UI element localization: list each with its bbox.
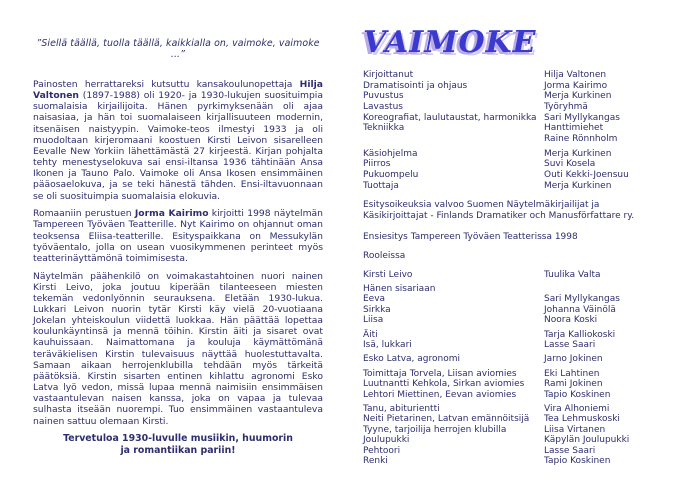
performance-rights-note (363, 200, 666, 221)
credit-person-name: Työryhmä (544, 101, 588, 112)
cast-actor-name (544, 284, 666, 294)
paragraph-text: Painosten herrattareksi kutsuttu kansakoulunopettaja (33, 79, 300, 90)
cast-actor-name: Jarno Jokinen (544, 354, 603, 365)
credit-row (363, 123, 666, 134)
cast-role-label: Esko Latva, agronomi (363, 354, 460, 365)
cast-actor-name: Tapio Koskinen (544, 389, 611, 400)
credit-role-label: Dramatisointi ja ohjaus (363, 80, 468, 91)
playwright-name-bold: Jorma Kairimo (134, 208, 209, 220)
cast-role-label: Toimittaja Torvela, Liisan aviomies (363, 368, 517, 379)
credit-person-name: Merja Kurkinen (544, 91, 612, 102)
cast-role-label: Hänen sisariaan (363, 284, 436, 294)
rights-line-1: Esitysoikeuksia valvoo Suomen Näytelmäkirjailijat ja (363, 200, 600, 211)
right-page (363, 26, 666, 467)
paragraph-text: Näytelmän päähenkilö on voimakastahtoinen nuori nainen Kirsti Leivo, joka joutuu kiperään tilanteeseen miesten tekemän vedonlyönnin seurauksena. Eletään 1930-lukua. Lukkari Leivon nuorin tytär Kirsti käy vielä 20-vuotiaana Jokelan yhteiskoulun viidettä luokkaa. Hän päättää lopettaa koulunkäyntinsä ja mennä töihin. Kirstin äiti ja sisaret ovat kauhuissaan. Naimattomana ja kouluja käymättömänä teräväkielisen Kirstin tulevaisuus näyttää huolestuttavalta. Samaan aikaan herrojenklubilla tehdään myös tärkeitä päätöksiä. Kirstin sisarten entinen kihlattu agronomi Esko Latva lyö vedon, missä lupaa mennä naimisiin ensimmäisen vastaantulevan naisen kanssa, joka on vapaa ja tulevaa sulhasta itseään nuorempi. Tuo ensimmäinen vastaantuleva nainen sattuu olemaan Kirsti. (33, 270, 323, 427)
cast-actor-name: Tapio Koskinen (544, 456, 611, 467)
credit-role-label: Kirjoittanut (363, 70, 414, 80)
cast-row (363, 270, 666, 280)
credit-row (363, 102, 666, 113)
cast-role-label: Tyyne, tarjoilija herrojen klubilla (363, 424, 507, 435)
credit-person-name: Merja Kurkinen (544, 148, 612, 159)
cast-row (363, 340, 666, 350)
cast-role-label: Liisa (363, 315, 384, 326)
play-title: VAIMOKE (363, 25, 537, 60)
cast-actor-name: Lasse Saari (544, 445, 596, 456)
credit-row (363, 159, 666, 170)
cast-row (363, 435, 666, 445)
cast-actor-name: Käpylän Joulupukki (544, 435, 630, 446)
cast-role-label: Lehtori Miettinen, Eevan aviomies (363, 389, 517, 400)
cast-row (363, 425, 666, 435)
credit-role-label: Tekniikka (363, 123, 405, 134)
credit-role-label: Käsiohjelma (363, 148, 418, 159)
cast-row (363, 390, 666, 400)
credit-row (363, 91, 666, 102)
cast-row (363, 446, 666, 456)
cast-actor-name: Tarja Kalliokoski (544, 329, 616, 340)
cast-role-label: Kirsti Leivo (363, 269, 413, 280)
credit-row (363, 70, 666, 81)
cast-row (363, 315, 666, 325)
cast-actor-name: Eki Lahtinen (544, 368, 600, 379)
cast-actor-name: Tuulika Valta (544, 269, 601, 280)
opening-quote: ”Siellä täällä, tuolla täällä, kaikkialla on, vaimoke, vaimoke ...” (36, 38, 320, 60)
credit-role-label: Koreografiat, laulutaustat, harmonikka (363, 112, 537, 123)
roles-heading: Rooleissa (363, 251, 406, 261)
cast-role-label: Isä, lukkari (363, 340, 412, 351)
cast-role-label: Renki (363, 456, 388, 467)
intro-paragraph-author (33, 79, 323, 202)
credit-row (363, 134, 666, 145)
credit-row (363, 181, 666, 192)
cast-role-label: Pehtoori (363, 445, 401, 456)
cast-row (363, 369, 666, 379)
credits-list (363, 70, 666, 191)
cast-row (363, 305, 666, 315)
cast-role-label: Luutnantti Kehkola, Sirkan aviomies (363, 379, 525, 390)
paragraph-text: (1897-1988) oli 1920- ja 1930-lukujen suosituimpia suomalaisia kirjailijoita. Hänen pyrkimyksenään oli ajaa naisasiaa, ja hän toi suomalaiseen kirjallisuuteen modernin, itsenäisen naistyypin. Vaimoke-teos ilmestyi 1933 ja oli muodoltaan kirjeromaani koostuen Kirsti Leivon sisarelleen Eevalle New Yorkiin lähettämästä 27 kirjeestä. Kirjan pohjalta tehty menestyselokuva sai ensi-iltansa 1936 tähtinään Ansa Ikonen ja Tauno Palo. Vaimoke oli Ansa Ikosen ensimmäinen pääosaelokuva, ja se teki hänestä tähden. Ensi-iltavuonnaan se oli suosituimpia suomalaisia elokuvia. (33, 90, 323, 202)
credit-person-name: Sari Myllykangas (544, 112, 620, 123)
cast-role-label: Äiti (363, 329, 378, 340)
cast-role-label: Neiti Pietarinen, Latvan emännöitsijä (363, 414, 530, 425)
credit-person-name: Merja Kurkinen (544, 180, 612, 191)
author-name-bold: Hilja Valtonen (33, 79, 323, 102)
cast-role-label: Sirkka (363, 304, 391, 315)
cast-actor-name: Lasse Saari (544, 340, 596, 351)
cast-actor-name: Tea Lehmuskoski (544, 414, 620, 425)
cast-row (363, 456, 666, 466)
credit-row (363, 81, 666, 92)
cast-row (363, 404, 666, 414)
credit-role-label: Pukuompelu (363, 169, 419, 180)
credit-person-name: Hilja Valtonen (544, 70, 607, 80)
cast-row (363, 379, 666, 389)
credit-row (363, 113, 666, 124)
cast-row (363, 414, 666, 424)
cast-actor-name: Johanna Väinölä (544, 304, 616, 315)
cast-actor-name: Noora Koski (544, 315, 598, 326)
cast-role-label: Joulupukki (363, 435, 410, 446)
credit-role-label: Lavastus (363, 101, 403, 112)
credit-person-name: Suvi Kosela (544, 159, 596, 170)
cast-row (363, 330, 666, 340)
rights-line-2: Käsikirjoittajat - Finlands Dramatiker och Manusförfattare ry. (363, 210, 635, 221)
cast-list (363, 270, 666, 467)
welcome-message: Tervetuloa 1930-luvulle musiikin, huumorin ja romantiikan pariin! (63, 433, 293, 456)
cast-role-label: Tanu, abiturientti (363, 404, 440, 415)
credit-role-label: Puvustus (363, 91, 404, 102)
credit-person-name: Outi Kekki-Joensuu (544, 169, 629, 180)
credit-person-name: Raine Rönnholm (544, 133, 618, 144)
credit-person-name: Jorma Kairimo (544, 80, 608, 91)
paragraph-text: kirjoitti 1998 näytelmän Tampereen Työväen Teatterille. Nyt Kairimo on ohjannut oman teoksensa Eliisa-teatterille. Esityspaikkana on Messukylän työväentalo, jolla on usean vuosikymmenen perinteet myös teatterinäyttämönä toimimisesta. (33, 208, 323, 264)
cast-role-label: Eeva (363, 294, 386, 305)
paragraph-synopsis (33, 271, 323, 427)
cast-actor-name: Vira Alhoniemi (544, 404, 610, 415)
paragraph-playwright (33, 208, 323, 264)
cast-row (363, 354, 666, 364)
cast-row (363, 294, 666, 304)
premiere-note: Ensiesitys Tampereen Työväen Teatterissa 1998 (363, 232, 578, 243)
credit-role-label (363, 134, 544, 145)
credit-role-label: Piirros (363, 159, 391, 170)
cast-actor-name: Liisa Virtanen (544, 424, 606, 435)
credit-row (363, 149, 666, 160)
cast-actor-name: Rami Jokinen (544, 379, 603, 390)
credit-row (363, 170, 666, 181)
credit-person-name: Hanttimiehet (544, 123, 604, 134)
cast-actor-name: Sari Myllykangas (544, 294, 620, 305)
cast-row (363, 284, 666, 294)
left-page (33, 38, 323, 456)
credit-role-label: Tuottaja (363, 180, 399, 191)
paragraph-text: Romaaniin perustuen (33, 208, 135, 220)
